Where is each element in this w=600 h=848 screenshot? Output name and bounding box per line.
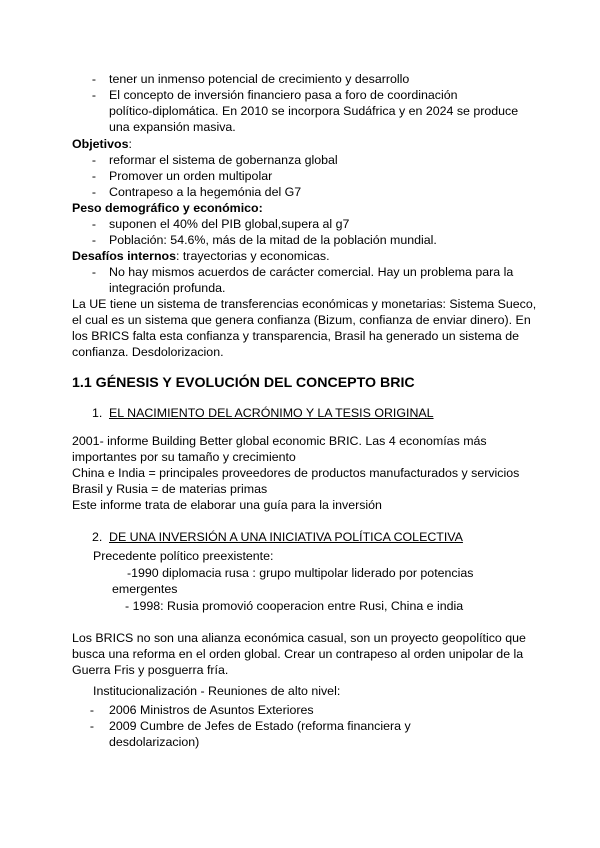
list-item-text: Promover un orden multipolar xyxy=(109,169,273,183)
list-item-text: 2009 Cumbre de Jefes de Estado (reforma financiera y xyxy=(109,719,411,733)
list-item-text: El concepto de inversión financiero pasa a foro de coordinación xyxy=(109,88,458,102)
list-item-text: político-diplomática. En 2010 se incorpora Sudáfrica y en 2024 se produce xyxy=(109,104,519,118)
bullet-dash: - xyxy=(91,72,97,86)
section-heading: 1.1 GÉNESIS Y EVOLUCIÓN DEL CONCEPTO BRIC xyxy=(72,375,415,391)
subsection-title: DE UNA INVERSIÓN A UNA INICIATIVA POLÍTICA COLECTIVA xyxy=(109,530,463,544)
objetivos-heading: Objetivos xyxy=(72,137,129,151)
list-item-text: una expansión masiva. xyxy=(109,120,236,134)
bullet-dash: - xyxy=(89,703,95,717)
paragraph-line: busca una reforma en el orden global. Crear un contrapeso al orden unipolar de la xyxy=(72,647,524,661)
desafios-heading: Desafíos internos xyxy=(72,249,176,263)
paragraph-line: China e India = principales proveedores de productos manufacturados y servicios xyxy=(72,466,520,480)
objetivos-suffix: : xyxy=(128,137,132,151)
list-item-text: tener un inmenso potencial de crecimiento y desarrollo xyxy=(109,72,410,86)
list-item-text: No hay mismos acuerdos de carácter comercial. Hay un problema para la xyxy=(109,265,514,279)
list-item-text: Contrapeso a la hegemónia del G7 xyxy=(109,185,302,199)
objetivos-label xyxy=(72,136,132,152)
paragraph-line: confianza. Desdolorizacion. xyxy=(72,345,224,359)
paragraph-line: Brasil y Rusia = de materias primas xyxy=(72,482,268,496)
desafios-suffix: : trayectorias y economicas. xyxy=(175,249,330,263)
list-item-text: reformar el sistema de gobernanza global xyxy=(109,153,338,167)
subsection-number: 1. xyxy=(92,406,103,420)
bullet-dash: - xyxy=(91,265,97,279)
precedente-item: -1990 diplomacia rusa : grupo multipolar liderado por potencias xyxy=(127,566,474,580)
desafios-label xyxy=(72,248,330,264)
paragraph-line: La UE tiene un sistema de transferencias económicas y monetarias: Sistema Sueco, xyxy=(72,297,537,311)
bullet-dash: - xyxy=(89,719,95,733)
institucional-label: Institucionalización - Reuniones de alto nivel: xyxy=(93,684,341,698)
bullet-dash: - xyxy=(91,233,97,247)
precedente-label: Precedente político preexistente: xyxy=(93,549,274,563)
bullet-dash: - xyxy=(91,88,97,102)
subsection-title: EL NACIMIENTO DEL ACRÓNIMO Y LA TESIS ORIGINAL xyxy=(109,406,434,420)
list-item-text: 2006 Ministros de Asuntos Exteriores xyxy=(109,703,314,717)
bullet-dash: - xyxy=(91,153,97,167)
bullet-dash: - xyxy=(91,217,97,231)
paragraph-line: Los BRICS no son una alianza económica casual, son un proyecto geopolítico que xyxy=(72,631,526,645)
paragraph-line: Este informe trata de elaborar una guía para la inversión xyxy=(72,498,382,512)
peso-heading: Peso demográfico y económico: xyxy=(72,201,263,215)
subsection-number: 2. xyxy=(92,530,103,544)
list-item-text: integración profunda. xyxy=(109,281,226,295)
paragraph-line: Guerra Fris y posguerra fría. xyxy=(72,663,229,677)
precedente-item-cont: emergentes xyxy=(112,582,178,596)
bullet-dash: - xyxy=(91,185,97,199)
list-item-text: desdolarizacion) xyxy=(109,735,200,749)
paragraph-line: el cual es un sistema que genera confianza (Bizum, confianza de enviar dinero). En xyxy=(72,313,531,327)
bullet-dash: - xyxy=(91,169,97,183)
paragraph-line: 2001- informe Building Better global economic BRIC. Las 4 economías más xyxy=(72,434,487,448)
paragraph-line: importantes por su tamaño y crecimiento xyxy=(72,450,296,464)
paragraph-line: los BRICS falta esta confianza y transparencia, Brasil ha generado un sistema de xyxy=(72,329,519,343)
precedente-item: - 1998: Rusia promovió cooperacion entre Rusi, China e india xyxy=(125,599,464,613)
list-item-text: Población: 54.6%, más de la mitad de la población mundial. xyxy=(109,233,437,247)
list-item-text: suponen el 40% del PIB global,supera al g7 xyxy=(109,217,350,231)
